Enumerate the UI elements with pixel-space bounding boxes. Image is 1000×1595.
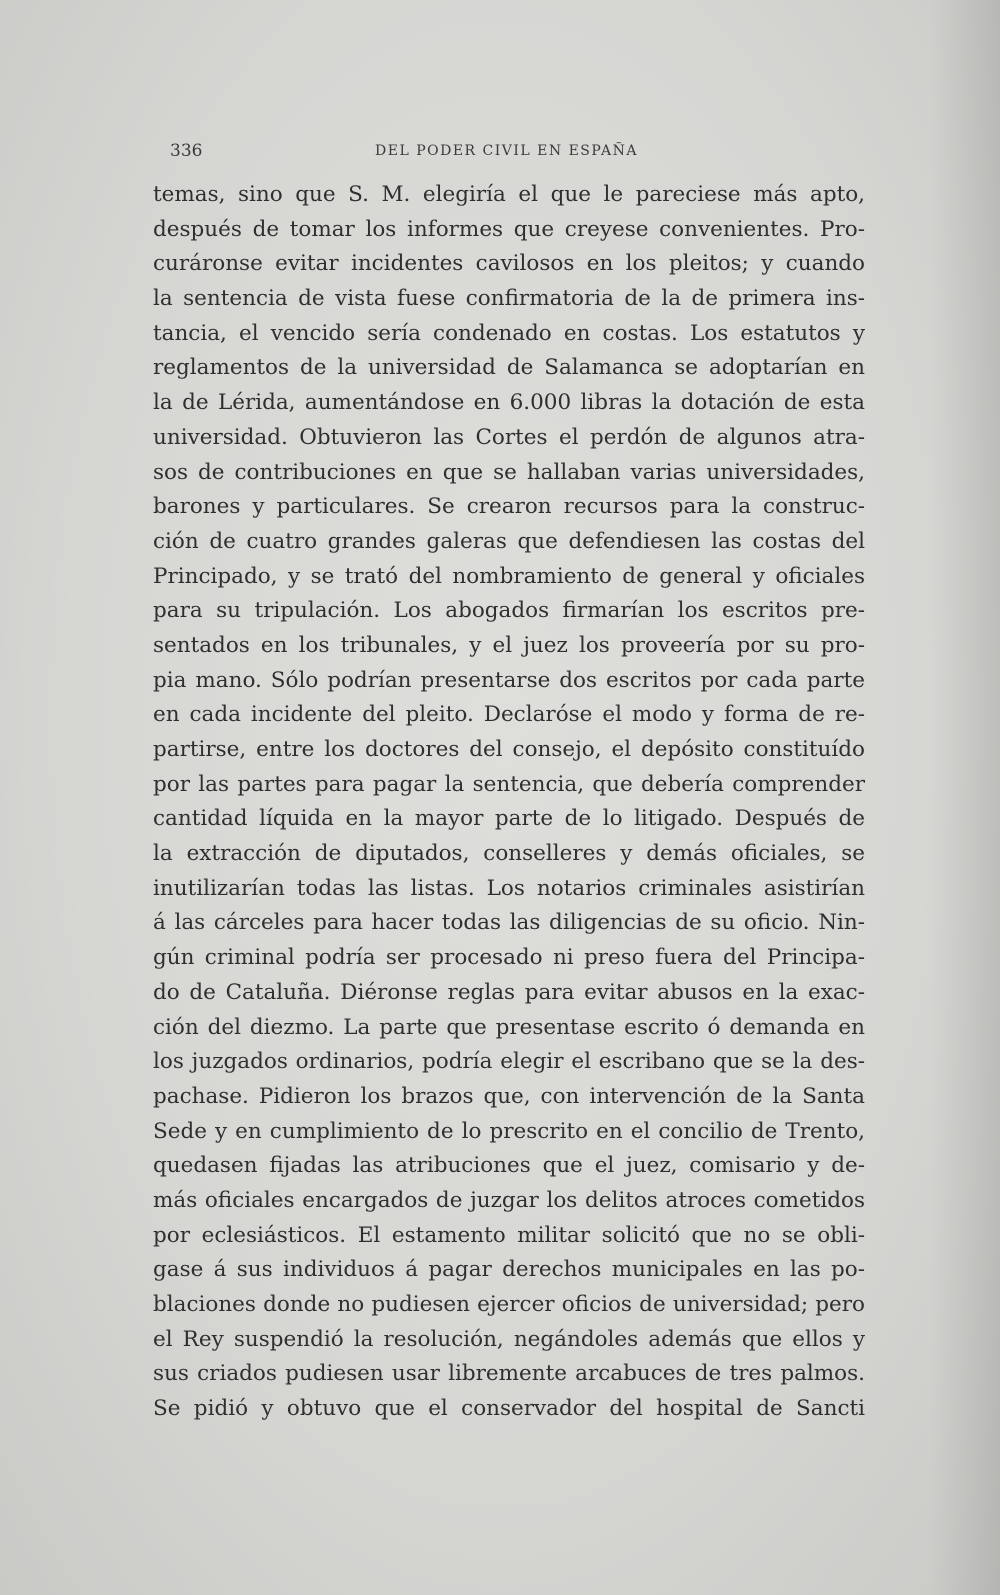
running-title: DEL PODER CIVIL EN ESPAÑA <box>375 143 638 159</box>
text-line: la extracción de diputados, conselleres y demás oficiales, se <box>153 841 865 867</box>
text-line: después de tomar los informes que creyese convenientes. Pro- <box>153 216 865 242</box>
text-line: partirse, entre los doctores del consejo, el depósito constituído <box>153 737 865 762</box>
text-line: la de Lérida, aumentándose en 6.000 libras la dotación de esta <box>153 390 865 416</box>
text-line: Sede y en cumplimiento de lo prescrito en el concilio de Trento, <box>153 1118 865 1144</box>
text-line: blaciones donde no pudiesen ejercer oficios de universidad; pero <box>153 1292 865 1317</box>
page-header <box>170 141 860 165</box>
text-line: Principado, y se trató del nombramiento de general y oficiales <box>153 563 865 589</box>
text-line: gún criminal podría ser procesado ni preso fuera del Principa- <box>153 945 865 971</box>
text-line: barones y particulares. Se crearon recursos para la construc- <box>153 494 865 520</box>
page-number: 336 <box>170 141 203 161</box>
text-line: quedasen fijadas las atribuciones que el juez, comisario y de- <box>153 1153 865 1179</box>
text-line: por eclesiásticos. El estamento militar solicitó que no se obli- <box>153 1222 865 1248</box>
text-line: tancia, el vencido sería condenado en costas. Los estatutos y <box>153 320 865 346</box>
text-line: ción de cuatro grandes galeras que defendiesen las costas del <box>153 528 865 554</box>
text-line: los juzgados ordinarios, podría elegir el escribano que se la des- <box>153 1049 865 1075</box>
text-line: el Rey suspendió la resolución, negándoles además que ellos y <box>153 1326 865 1352</box>
text-line: sus criados pudiesen usar libremente arcabuces de tres palmos. <box>153 1361 865 1387</box>
text-line: temas, sino que S. M. elegiría el que le pareciese más apto, <box>153 182 865 207</box>
text-line: gase á sus individuos á pagar derechos municipales en las po- <box>153 1257 865 1283</box>
text-line: curáronse evitar incidentes cavilosos en los pleitos; y cuando <box>153 251 865 277</box>
text-line: la sentencia de vista fuese confirmatoria de la de primera ins- <box>153 286 865 312</box>
text-line: pachase. Pidieron los brazos que, con intervención de la Santa <box>153 1083 865 1109</box>
text-line: en cada incidente del pleito. Declaróse el modo y forma de re- <box>153 702 865 728</box>
text-line: á las cárceles para hacer todas las diligencias de su oficio. Nin- <box>153 910 865 936</box>
text-line: sos de contribuciones en que se hallaban varias universidades, <box>153 459 865 485</box>
body-text <box>153 178 865 1427</box>
text-line: Se pidió y obtuvo que el conservador del hospital de Sancti <box>153 1396 865 1422</box>
text-line: para su tripulación. Los abogados firmarían los escritos pre- <box>153 598 865 624</box>
text-line: cantidad líquida en la mayor parte de lo litigado. Después de <box>153 806 865 832</box>
text-line: do de Cataluña. Diéronse reglas para evitar abusos en la exac- <box>153 979 865 1005</box>
text-line: sentados en los tribunales, y el juez los proveería por su pro- <box>153 632 865 658</box>
text-line: más oficiales encargados de juzgar los delitos atroces cometidos <box>153 1187 865 1213</box>
text-line: ción del diezmo. La parte que presentase escrito ó demanda en <box>153 1014 865 1040</box>
text-line: por las partes para pagar la sentencia, que debería comprender <box>153 771 865 797</box>
text-line: inutilizarían todas las listas. Los notarios criminales asistirían <box>153 875 865 901</box>
text-line: reglamentos de la universidad de Salamanca se adoptarían en <box>153 355 865 381</box>
page-edge-shadow <box>930 0 1000 1595</box>
text-line: universidad. Obtuvieron las Cortes el perdón de algunos atra- <box>153 424 865 450</box>
text-line: pia mano. Sólo podrían presentarse dos escritos por cada parte <box>153 667 865 693</box>
